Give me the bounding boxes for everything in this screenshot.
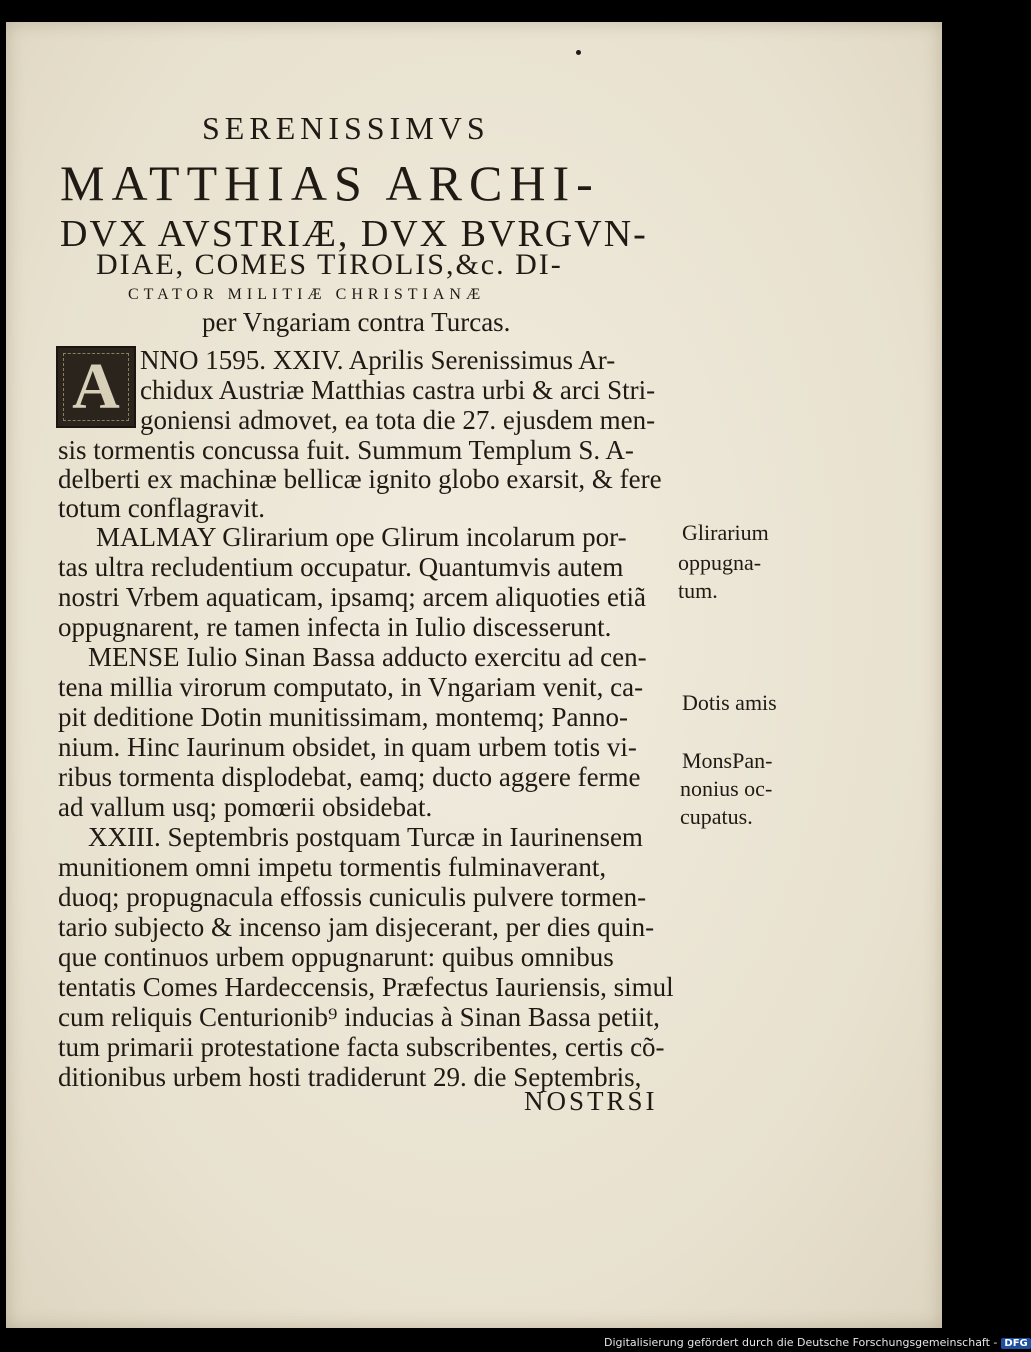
body-line: tena millia virorum computato, in Vngariam venit, ca- [58,672,644,702]
margin-note-mons: MonsPan- [682,748,773,773]
body-line: cum reliquis Centurionib⁹ inducias à Sinan Bassa petiit, [58,1002,660,1032]
title-line-4: DIAE, COMES TIROLIS,&c. DI- [96,248,563,281]
margin-note-mons: nonius oc- [680,776,773,801]
margin-note-glirarium: Glirarium [682,520,769,545]
dfg-logo: DFG [1001,1338,1030,1349]
body-line: ad vallum usq; pomœrii obsidebat. [58,792,433,822]
margin-note-dotis: Dotis amis [682,690,777,715]
body-line: goniensi admovet, ea tota die 27. ejusdem men- [140,405,656,435]
body-line: XXIII. Septembris postquam Turcæ in Iaurinensem [88,822,643,852]
decorated-initial [56,346,136,428]
body-line: MENSE Iulio Sinan Bassa adducto exercitu ad cen- [88,642,647,672]
body-line: ditionibus urbem hosti tradiderunt 29. die Septembris, [58,1062,642,1092]
body-line: tario subjecto & incenso jam disjecerant, per dies quin- [58,912,655,942]
title-line-1: SERENISSIMVS [202,110,490,146]
body-line: sis tormentis concussa fuit. Summum Templum S. A- [58,435,634,465]
body-line: que continuos urbem oppugnarunt: quibus omnibus [58,942,614,972]
body-line: tentatis Comes Hardeccensis, Præfectus Iauriensis, simul [58,972,674,1002]
body-line: oppugnarent, re tamen infecta in Iulio discesserunt. [58,612,612,642]
title-line-3: DVX AVSTRIÆ, DVX BVRGVN- [60,213,648,255]
body-line: tas ultra recludentium occupatur. Quantumvis autem [58,552,624,582]
body-line: duoq; propugnacula effossis cuniculis pulvere tormen- [58,882,647,912]
margin-note-mons: cupatus. [680,804,753,829]
ink-mark [576,50,581,55]
body-line: nostri Vrbem aquaticam, ipsamq; arcem aliquoties etiã [58,582,646,612]
body-line: MALMAY Glirarium ope Glirum incolarum por- [96,522,627,552]
body-line: tum primarii protestatione facta subscribentes, certis cõ- [58,1032,665,1062]
body-line: NNO 1595. XXIV. Aprilis Serenissimus Ar- [140,345,616,375]
margin-note-glirarium: oppugna- [678,550,762,575]
body-line: totum conflagravit. [58,493,265,523]
credit-text: Digitalisierung gefördert durch die Deutsche Forschungsgemeinschaft - [604,1336,998,1349]
title-line-2: MATTHIAS ARCHI- [60,155,600,211]
body-line: chidux Austriæ Matthias castra urbi & arci Stri- [140,375,656,405]
body-line: munitionem omni impetu tormentis fulminaverant, [58,852,607,882]
title-line-5: CTATOR MILITIÆ CHRISTIANÆ [128,286,486,303]
initial-letter: A [72,350,120,423]
title-line-6: per Vngariam contra Turcas. [202,307,511,337]
margin-note-glirarium: tum. [678,578,718,603]
body-line: nium. Hinc Iaurinum obsidet, in quam urbem totis vi- [58,732,637,762]
body-line: ribus tormenta displodebat, eamq; ducto aggere ferme [58,762,641,792]
body-line: pit deditione Dotin munitissimam, montemq; Panno- [58,702,628,732]
catchword: NOSTRSI [524,1086,658,1116]
body-line: delberti ex machinæ bellicæ ignito globo exarsit, & fere [58,464,662,494]
digitization-credit [604,1336,1031,1349]
